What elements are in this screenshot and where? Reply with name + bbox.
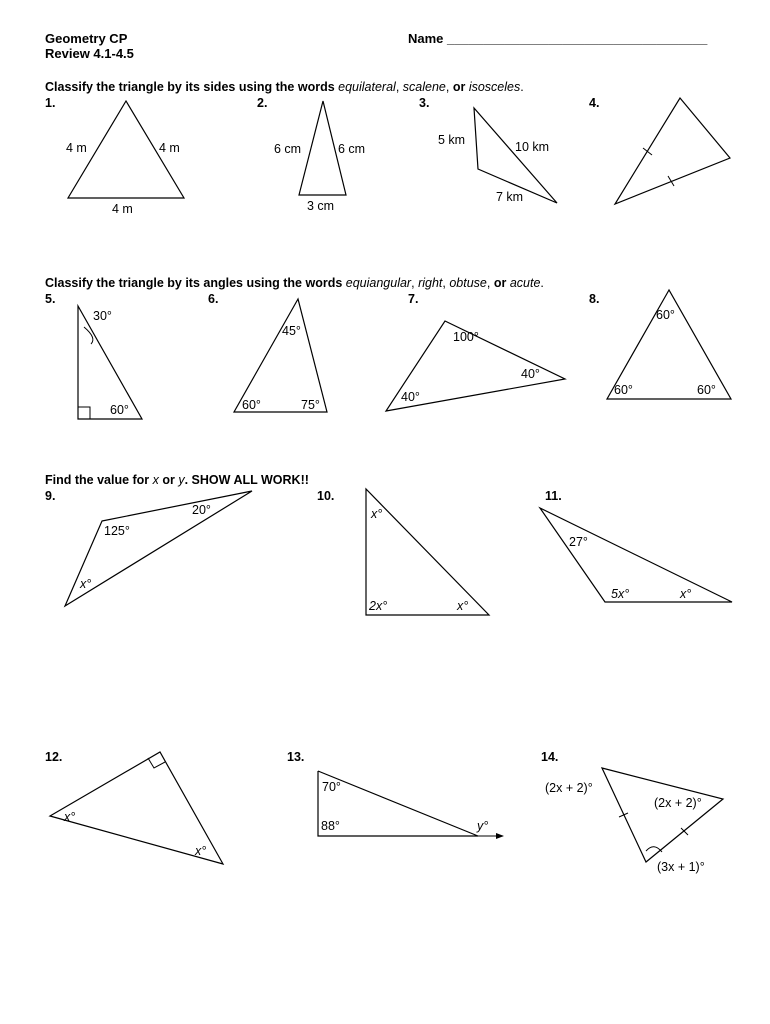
problem-number: 7.	[408, 292, 419, 306]
angle-label: 60°	[614, 383, 633, 397]
triangle-6	[234, 299, 327, 412]
angle-label: 60°	[656, 308, 675, 322]
word-equiangular: equiangular	[345, 276, 412, 290]
name-blank: ____________________________________	[447, 31, 708, 46]
problem-number: 14.	[541, 750, 559, 764]
word-scalene: scalene	[402, 80, 446, 94]
problem-number: 1.	[45, 96, 56, 110]
problem-number: 3.	[419, 96, 430, 110]
triangle-14	[545, 768, 723, 874]
word-or: or	[158, 473, 179, 487]
angle-label: 75°	[301, 398, 320, 412]
triangle-3	[438, 108, 557, 204]
side-label: 7 km	[496, 190, 524, 204]
triangle-5	[78, 306, 142, 419]
triangle-2	[274, 101, 365, 213]
angles-lead: Classify the triangle by its angles using the words	[45, 276, 346, 290]
side-label: 10 km	[515, 140, 550, 154]
angle-label: 100°	[453, 330, 479, 344]
tick-mark	[643, 148, 652, 155]
triangle-1	[66, 101, 184, 216]
side-label: 5 km	[438, 133, 466, 147]
angle-label: 27°	[569, 535, 588, 549]
angle-label: x°	[457, 599, 469, 613]
angle-label: 60°	[697, 383, 716, 397]
word-right: right	[418, 276, 443, 290]
word-obtuse: obtuse	[449, 276, 487, 290]
sep: ,	[486, 276, 494, 290]
angle-label: 70°	[322, 780, 341, 794]
problem-number: 11.	[545, 489, 562, 503]
angle-label: 60°	[242, 398, 261, 412]
var-x: x	[152, 473, 159, 487]
angle-label: 5x°	[611, 587, 630, 601]
problem-number: 2.	[257, 96, 268, 110]
problem-number: 8.	[589, 292, 600, 306]
find-end: . SHOW ALL WORK!!	[184, 473, 309, 487]
angle-label: x°	[64, 810, 76, 824]
angle-label: x°	[80, 577, 92, 591]
angle-label: 60°	[110, 403, 129, 417]
problem-number: 5.	[45, 292, 56, 306]
angle-label: 20°	[192, 503, 211, 517]
find-lead: Find the value for	[45, 473, 153, 487]
triangle-13	[318, 771, 503, 836]
angle-label: y°	[477, 819, 489, 833]
problem-number: 10.	[317, 489, 335, 503]
sep: .	[540, 276, 544, 290]
angle-label: 88°	[321, 819, 340, 833]
problem-number: 6.	[208, 292, 219, 306]
word-or: or	[452, 80, 466, 94]
angle-label: 30°	[93, 309, 112, 323]
sides-lead: Classify the triangle by its sides using the words	[45, 80, 339, 94]
name-label: Name	[408, 31, 444, 46]
course-title: Geometry CP	[45, 31, 128, 46]
right-angle-mark	[78, 407, 90, 419]
triangle-7	[386, 321, 565, 411]
side-label: 6 cm	[338, 142, 366, 156]
triangle-9	[65, 491, 252, 606]
angle-label: 40°	[521, 367, 540, 381]
word-equilateral: equilateral	[338, 80, 396, 94]
sep: ,	[445, 80, 453, 94]
problem-number: 9.	[45, 489, 56, 503]
sep: ,	[411, 276, 419, 290]
word-or: or	[493, 276, 507, 290]
side-label: 4 m	[66, 141, 87, 155]
problem-number: 13.	[287, 750, 305, 764]
angle-label: x°	[371, 507, 383, 521]
angle-label: 45°	[282, 324, 301, 338]
angle-label: x°	[195, 844, 207, 858]
right-angle-mark	[148, 758, 165, 768]
word-isosceles: isosceles	[468, 80, 521, 94]
side-label: 4 m	[159, 141, 180, 155]
problem-number: 4.	[589, 96, 600, 110]
review-subtitle: Review 4.1-4.5	[45, 46, 134, 61]
side-label: 4 m	[112, 202, 133, 216]
sep: .	[520, 80, 524, 94]
triangle-12	[50, 752, 223, 864]
side-label: 6 cm	[274, 142, 302, 156]
triangle-11	[540, 508, 732, 602]
var-y: y	[178, 473, 185, 487]
sep: ,	[395, 80, 403, 94]
problem-number: 12.	[45, 750, 63, 764]
angle-label: x°	[680, 587, 692, 601]
angle-label: (2x + 2)°	[654, 796, 702, 810]
angle-label: 125°	[104, 524, 130, 538]
angle-label: (2x + 2)°	[545, 781, 593, 795]
angle-label: 2x°	[369, 599, 388, 613]
triangle-4	[615, 98, 730, 204]
sep: ,	[442, 276, 450, 290]
triangle-10	[366, 489, 489, 615]
side-label: 3 cm	[307, 199, 335, 213]
triangle-8	[607, 290, 731, 399]
angle-label: (3x + 1)°	[657, 860, 705, 874]
word-acute: acute	[509, 276, 541, 290]
angle-label: 40°	[401, 390, 420, 404]
